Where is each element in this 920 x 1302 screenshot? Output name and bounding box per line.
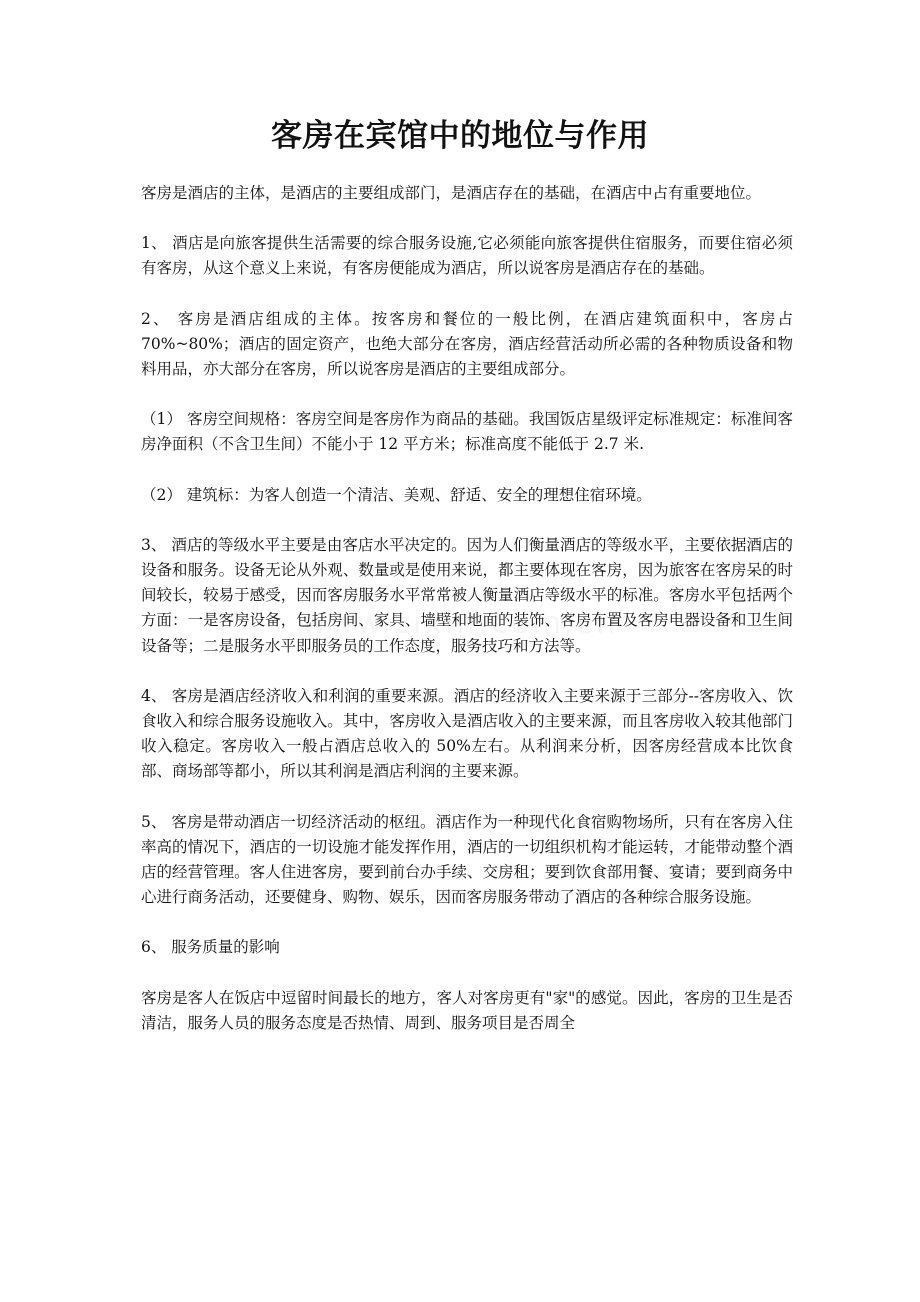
paragraph-1: 1、 酒店是向旅客提供生活需要的综合服务设施,它必须能向旅客提供住宿服务，而要住宿必须有客房，从这个意义上来说，有客房便能成为酒店，所以说客房是酒店存在的基础。 [141,234,793,278]
paragraph-4: 4、 客房是酒店经济收入和利润的重要来源。酒店的经济收入主要来源于三部分--客房收入、饮食收入和综合服务设施收入。其中，客房收入是酒店收入的主要来源，而且客房收入较其他部门收入稳定。客房收入一般占酒店总收入的 50%左右。从利润来分析，因客房经营成本比饮食部、商场部等都小，所以其利润是酒店利润的主要来源。 [141,686,793,781]
paragraph-2: 2、 客房是酒店组成的主体。按客房和餐位的一般比例，在酒店建筑面积中，客房占 70%~80%；酒店的固定资产，也绝大部分在客房，酒店经营活动所必需的各种物质设备和物料用品，亦大部分在客房，所以说客房是酒店的主要组成部分。 [141,309,793,379]
paragraph-2-2: （2） 建筑标：为客人创造一个清洁、美观、舒适、安全的理想住宿环境。 [141,485,652,504]
document-title: 客房在宾馆中的地位与作用 [271,118,649,154]
paragraph-5: 5、 客房是带动酒店一切经济活动的枢纽。酒店作为一种现代化食宿购物场所，只有在客房入住率高的情况下，酒店的一切设施才能发挥作用，酒店的一切组织机构才能运转，才能带动整个酒店的经营管理。客人住进客房，要到前台办手续、交房租；要到饮食部用餐、宴请；要到商务中心进行商务活动，还要健身、购物、娱乐，因而客房服务带动了酒店的各种综合服务设施。 [141,812,793,907]
document-body [141,181,793,1061]
paragraph-2-1: （1） 客房空间规格：客房空间是客房作为商品的基础。我国饭店星级评定标准规定：标准间客房净面积（不含卫生间）不能小于 12 平方米；标准高度不能低于 2.7 米. [141,410,793,454]
paragraph-6: 6、 服务质量的影响 [141,938,280,957]
paragraph-closing: 客房是客人在饭店中逗留时间最长的地方，客人对客房更有"家"的感觉。因此，客房的卫生是否清洁，服务人员的服务态度是否热情、周到、服务项目是否周全 [141,988,793,1032]
paragraph-intro: 客房是酒店的主体，是酒店的主要组成部门，是酒店存在的基础，在酒店中占有重要地位。 [141,184,762,202]
paragraph-3: 3、 酒店的等级水平主要是由客店水平决定的。因为人们衡量酒店的等级水平，主要依据酒店的设备和服务。设备无论从外观、数量或是使用来说，都主要体现在客房，因为旅客在客房呆的时间较长，较易于感受，因而客房服务水平常常被人衡量酒店等级水平的标准。客房水平包括两个方面：一是客房设备，包括房间、家具、墙壁和地面的装饰、客房布置及客房电器设备和卫生间设备等；二是服务水平即服务员的工作态度，服务技巧和方法等。 [141,535,793,655]
